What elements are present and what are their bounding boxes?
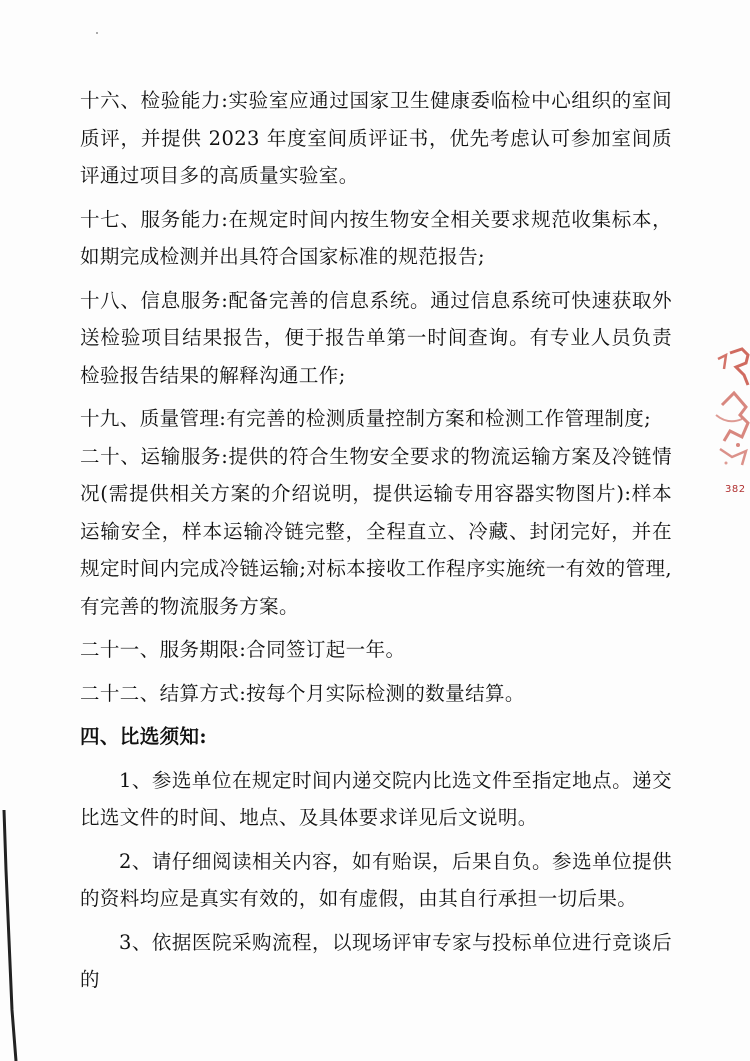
item-text: 服务期限:合同签订起一年。 bbox=[159, 638, 406, 661]
item-text: 检验能力:实验室应通过国家卫生健康委临检中心组织的室间质评，并提供 2023 年度室间质评证书，优先考虑认可参加室间质评通过项目多的高质量实验室。 bbox=[80, 89, 673, 187]
seal-stamp-partial bbox=[712, 345, 750, 505]
item-21 bbox=[80, 631, 672, 669]
document-body bbox=[80, 82, 672, 999]
item-text: 结算方式:按每个月实际检测的数量结算。 bbox=[159, 681, 525, 705]
item-text: 质量管理:有完善的检测质量控制方案和检测工作管理制度; bbox=[139, 407, 652, 430]
item-prefix: 十九、 bbox=[80, 407, 140, 430]
item-text: 运输服务:提供的符合生物安全要求的物流运输方案及冷链情况(需提供相关方案的介绍说明，提供运输专用容器实物图片):样本运输安全，样本运输冷链完整，全程直立、冷藏、封闭完好，并在规定时间内完成冷链运输;对标本接收工作程序实施统一有效的管理,有完善的物流服务方案。 bbox=[80, 444, 673, 618]
scan-edge-shadow bbox=[0, 810, 20, 1061]
item-prefix: 二十一、 bbox=[80, 638, 160, 661]
notice-3: 3、依据医院采购流程，以现场评审专家与投标单位进行竞谈后的 bbox=[80, 930, 672, 991]
notice-1: 1、参选单位在规定时间内递交院内比选文件至指定地点。递交比选文件的时间、地点、及具体要求详见后文说明。 bbox=[80, 768, 672, 829]
item-prefix: 十七、 bbox=[80, 207, 141, 231]
item-text: 信息服务:配备完善的信息系统。通过信息系统可快速获取外送检验项目结果报告，便于报告单第一时间查询。有专业人员负责检验报告结果的解释沟通工作; bbox=[80, 288, 673, 387]
item-17 bbox=[80, 201, 672, 276]
seal-number-fragment: 382 bbox=[725, 484, 746, 495]
item-19 bbox=[80, 400, 672, 438]
item-prefix: 十八、 bbox=[80, 288, 141, 312]
section-heading: 四、比选须知: bbox=[80, 725, 207, 748]
notice-2: 2、请仔细阅读相关内容，如有贻误，后果自负。参选单位提供的资料均应是真实有效的，如有虚假，由其自行承担一切后果。 bbox=[80, 849, 672, 910]
item-prefix: 十六、 bbox=[80, 89, 141, 112]
item-prefix: 二十、 bbox=[80, 444, 141, 468]
item-16 bbox=[80, 82, 672, 195]
scan-speck bbox=[96, 32, 98, 34]
item-prefix: 二十二、 bbox=[80, 681, 160, 705]
item-text: 服务能力:在规定时间内按生物安全相关要求规范收集标本，如期完成检测并出具符合国家标准的规范报告; bbox=[80, 207, 673, 268]
item-22 bbox=[80, 675, 672, 713]
item-18 bbox=[80, 282, 672, 395]
item-20 bbox=[80, 438, 672, 626]
